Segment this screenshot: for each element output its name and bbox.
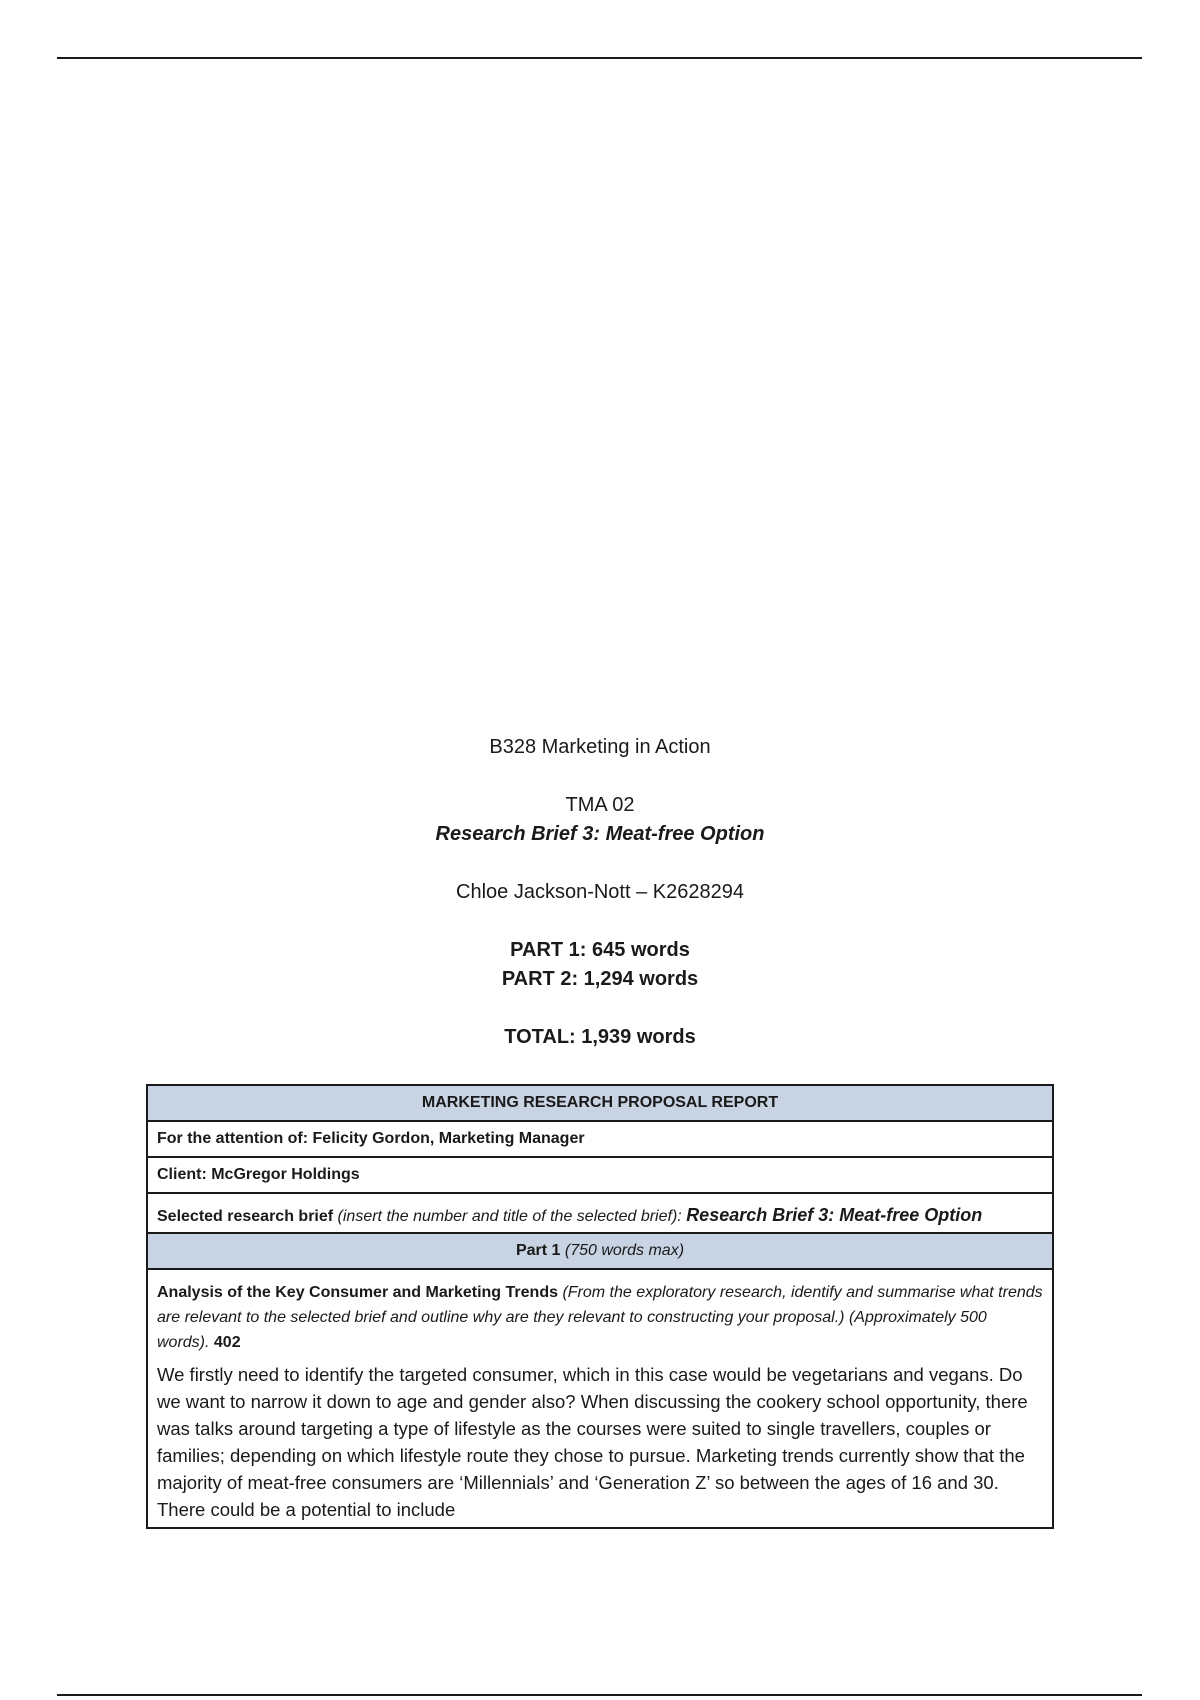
table-row	[147, 1193, 1053, 1233]
part2-word-count: PART 2: 1,294 words	[501, 968, 699, 990]
proposal-report-table	[146, 1084, 1054, 1529]
table-row	[147, 1269, 1053, 1528]
report-heading: MARKETING RESEARCH PROPOSAL REPORT	[147, 1085, 1053, 1121]
analysis-hint: (From the exploratory research, identify and summarise what trends are relevant to the selected brief and outline why are they relevant to constructing your proposal.) (Approximately 500 words).	[157, 1284, 1043, 1351]
total-word-count: TOTAL: 1,939 words	[504, 1026, 696, 1048]
selected-brief-hint: (insert the number and title of the selected brief):	[337, 1208, 682, 1225]
part1-label: Part 1	[515, 1242, 561, 1259]
table-row	[147, 1233, 1053, 1269]
author-line: Chloe Jackson-Nott – K2628294	[456, 881, 744, 903]
attention-cell: For the attention of: Felicity Gordon, Marketing Manager	[147, 1121, 1053, 1157]
table-row	[147, 1157, 1053, 1193]
selected-brief-cell	[147, 1193, 1053, 1233]
analysis-cell	[147, 1269, 1053, 1528]
analysis-label: Analysis of the Key Consumer and Marketing Trends	[157, 1284, 558, 1301]
analysis-word-count: 402	[213, 1334, 241, 1351]
cover-title-block	[0, 733, 1200, 1052]
brief-title: Research Brief 3: Meat-free Option	[435, 823, 765, 845]
client-cell: Client: McGregor Holdings	[147, 1157, 1053, 1193]
analysis-heading	[157, 1280, 1043, 1355]
footer-rule	[57, 1694, 1142, 1696]
header-rule	[57, 57, 1142, 59]
tma-label: TMA 02	[565, 794, 635, 816]
part1-limit: (750 words max)	[564, 1242, 685, 1259]
analysis-text: We firstly need to identify the targeted consumer, which in this case would be vegetarians and vegans. Do we want to narrow it down to age and gender also? When discussing the cookery school opportunity, there was talks around targeting a type of lifestyle as the courses were suited to single travellers, couples or families; depending on which lifestyle route they chose to pursue. Marketing trends currently show that the majority of meat-free consumers are ‘Millennials’ and ‘Generation Z’ so between the ages of 16 and 30. There could be a potential to include	[157, 1364, 1028, 1520]
part1-heading	[147, 1233, 1053, 1269]
selected-brief-label: Selected research brief	[157, 1208, 334, 1225]
table-row	[147, 1085, 1053, 1121]
selected-brief-value: Research Brief 3: Meat-free Option	[686, 1205, 983, 1225]
part1-word-count: PART 1: 645 words	[510, 939, 690, 961]
table-row	[147, 1121, 1053, 1157]
course-title: B328 Marketing in Action	[489, 736, 711, 758]
